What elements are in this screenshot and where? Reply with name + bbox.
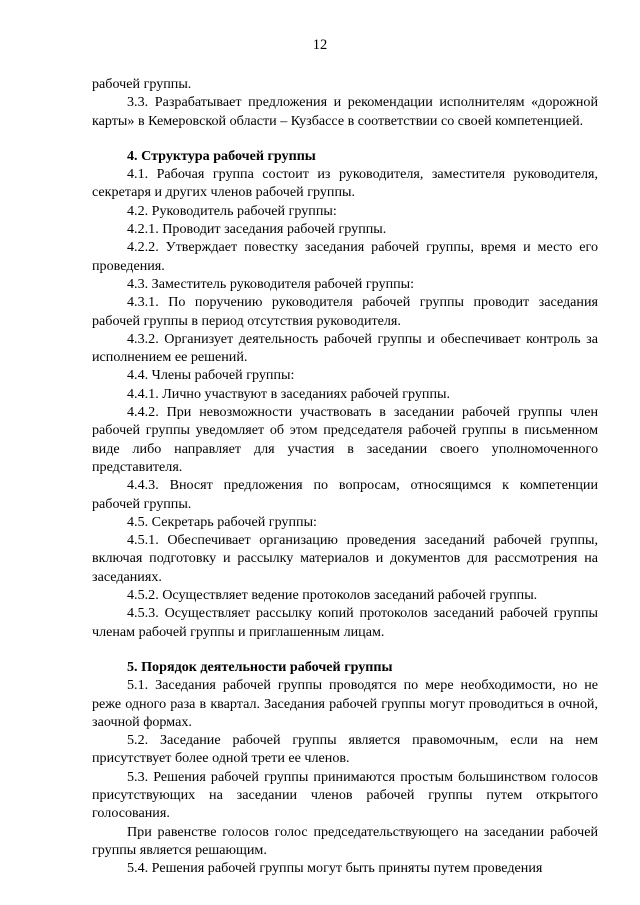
paragraph: При равенстве голосов голос председательствующего на заседании рабочей группы является решающим. (92, 823, 598, 858)
paragraph: 4.5.1. Обеспечивает организацию проведения заседаний рабочей группы, включая подготовку и рассылку материалов и документов для рассмотрения на заседаниях. (92, 532, 598, 585)
paragraph: 4.4.2. При невозможности участвовать в заседании рабочей группы член рабочей группы уведомляет об этом председателя рабочей группы в письменном виде либо направляет для участия в заседании своего уполномоченного представителя. (92, 404, 598, 475)
paragraph: 5.1. Заседания рабочей группы проводятся по мере необходимости, но не реже одного раза в квартал. Заседания рабочей группы могут проводиться в очной, заочной формах. (92, 677, 598, 730)
paragraph: 4.3.2. Организует деятельность рабочей группы и обеспечивает контроль за исполнением ее решений. (92, 330, 598, 366)
paragraph: 5.3. Решения рабочей группы принимаются простым большинством голосов присутствующих на заседании членов рабочей группы путем открытого голосования. (92, 768, 598, 822)
paragraph: 4.5. Секретарь рабочей группы: (127, 513, 317, 530)
paragraph: 5.4. Решения рабочей группы могут быть приняты путем проведения (127, 860, 543, 877)
page-number: 12 (312, 37, 328, 53)
paragraph: 4.2.1. Проводит заседания рабочей группы. (127, 221, 387, 238)
section-heading: 5. Порядок деятельности рабочей группы (127, 658, 393, 675)
paragraph: 4.3. Заместитель руководителя рабочей группы: (127, 275, 415, 292)
section-spacer (92, 130, 598, 147)
section-heading: 4. Структура рабочей группы (127, 147, 316, 164)
paragraph: 5.2. Заседание рабочей группы является правомочным, если на нем присутствует более одной трети ее членов. (92, 732, 598, 767)
paragraph: 4.5.2. Осуществляет ведение протоколов заседаний рабочей группы. (127, 587, 538, 604)
document-body (92, 75, 598, 877)
paragraph: 4.3.1. По поручению руководителя рабочей группы проводит заседания рабочей группы в период отсутствия руководителя. (92, 294, 598, 329)
paragraph: 4.2. Руководитель рабочей группы: (127, 202, 337, 219)
paragraph: 4.4. Члены рабочей группы: (127, 367, 295, 384)
paragraph: рабочей группы. (92, 76, 192, 92)
paragraph: 4.4.3. Вносят предложения по вопросам, относящимся к компетенции рабочей группы. (92, 477, 598, 512)
paragraph: 4.5.3. Осуществляет рассылку копий протоколов заседаний рабочей группы членам рабочей группы и приглашенным лицам. (92, 605, 598, 640)
paragraph: 4.4.1. Лично участвуют в заседаниях рабочей группы. (127, 385, 450, 402)
paragraph: 3.3. Разрабатывает предложения и рекомендации исполнителям «дорожной карты» в Кемеровской области – Кузбассе в соответствии со своей компетенцией. (92, 94, 598, 129)
paragraph: 4.1. Рабочая группа состоит из руководителя, заместителя руководителя, секретаря и других членов рабочей группы. (92, 166, 598, 201)
paragraph: 4.2.2. Утверждает повестку заседания рабочей группы, время и место его проведения. (92, 239, 598, 274)
section-spacer (92, 641, 598, 658)
